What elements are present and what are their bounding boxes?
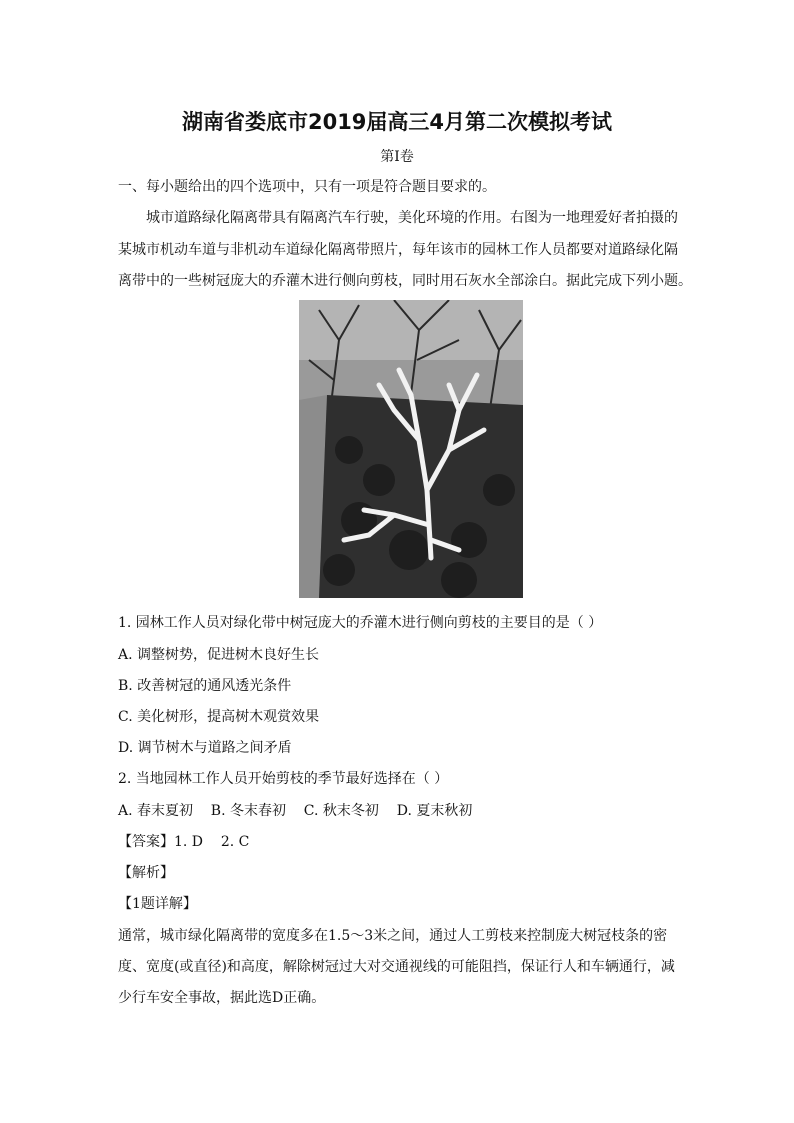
q1-stem: 1. 园林工作人员对绿化带中树冠庞大的乔灌木进行侧向剪枝的主要目的是（ ） (118, 615, 603, 631)
detail-heading: 【1题详解】 (118, 896, 197, 912)
q1-option-c: C. 美化树形，提高树木观赏效果 (118, 709, 320, 725)
page-title: 湖南省娄底市2019届高三4月第二次模拟考试 (181, 110, 613, 134)
detail-line-2: 度、宽度(或直径)和高度，解除树冠过大对交通视线的可能阻挡，保证行人和车辆通行，减 (118, 959, 675, 975)
answer-line: 【答案】1. D 2. C (118, 834, 250, 850)
q2-stem: 2. 当地园林工作人员开始剪枝的季节最好选择在（ ） (118, 771, 449, 787)
intro-line-2: 某城市机动车道与非机动车道绿化隔离带照片，每年该市的园林工作人员都要对道路绿化隔 (118, 242, 678, 258)
q1-option-d: D. 调节树木与道路之间矛盾 (118, 740, 292, 756)
q2-options: A. 春末夏初 B. 冬末春初 C. 秋末冬初 D. 夏末秋初 (118, 803, 473, 819)
detail-line-3: 少行车安全事故，据此选D正确。 (118, 990, 326, 1006)
q1-option-a: A. 调整树势，促进树木良好生长 (118, 647, 320, 663)
section-heading: 一、每小题给出的四个选项中，只有一项是符合题目要求的。 (118, 179, 496, 195)
detail-line-1: 通常，城市绿化隔离带的宽度多在1.5～3米之间，通过人工剪枝来控制庞大树冠枝条的密 (118, 928, 668, 944)
intro-line-3: 离带中的一些树冠庞大的乔灌木进行侧向剪枝，同时用石灰水全部涂白。据此完成下列小题。 (118, 273, 692, 289)
tree-photo (299, 300, 523, 598)
q1-option-b: B. 改善树冠的通风透光条件 (118, 678, 292, 694)
analysis-heading: 【解析】 (118, 865, 174, 881)
intro-line-1: 城市道路绿化隔离带具有隔离汽车行驶，美化环境的作用。右图为一地理爱好者拍摄的 (146, 210, 678, 226)
page-subtitle: 第Ⅰ卷 (380, 149, 414, 165)
